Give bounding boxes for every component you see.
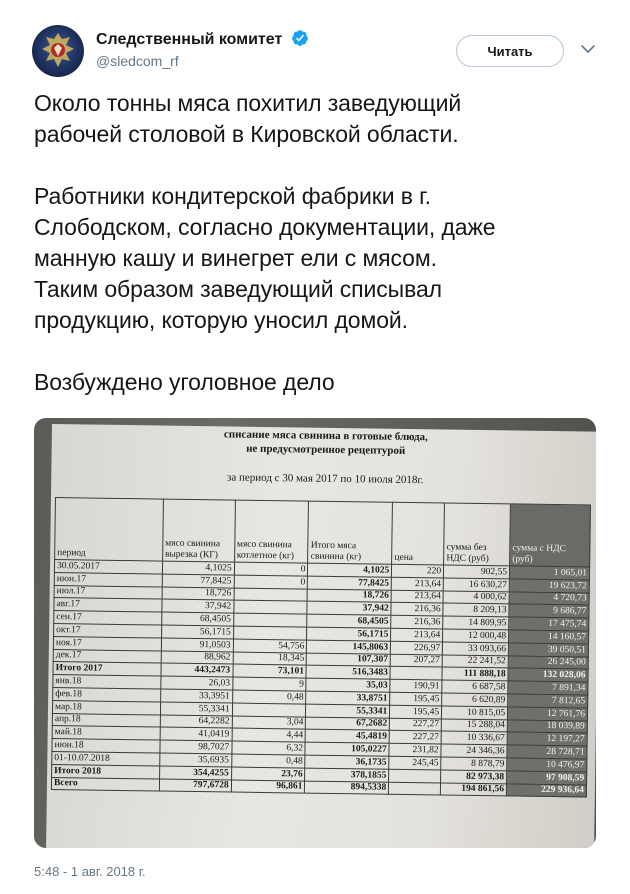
- table-cell-period: янв.18: [53, 675, 161, 689]
- table-cell-period: 01-10.07.2018: [52, 751, 160, 765]
- table-cell-kotletnoe: [234, 588, 308, 602]
- table-cell-bez-nds: 12 000,48: [443, 629, 509, 643]
- table-cell-period: июн.18: [52, 739, 160, 753]
- table-cell-kotletnoe: 0,48: [231, 754, 305, 768]
- table-cell-period: мар.18: [52, 700, 160, 714]
- table-cell-itogo: 37,942: [307, 601, 391, 615]
- table-cell-vyrezka: 77,8425: [162, 574, 234, 588]
- table-cell-cena: 227,27: [390, 718, 442, 732]
- table-cell-period: сен.17: [54, 611, 162, 625]
- table-cell-kotletnoe: [234, 600, 308, 614]
- table-cell-itogo: 67,2682: [306, 717, 390, 731]
- table-cell-itogo: 894,5338: [305, 781, 389, 795]
- table-cell-vyrezka: 33,3951: [160, 689, 232, 703]
- table-cell-kotletnoe: 96,861: [231, 780, 305, 794]
- table-cell-vyrezka: 68,4505: [161, 612, 233, 626]
- table-cell-itogo: 145,8063: [307, 640, 391, 654]
- table-cell-s-nds: 39 050,51: [508, 643, 588, 657]
- tweet-line: Слободском, согласно документации, даже: [34, 214, 496, 240]
- tweet-line: продукцию, которую уносил домой.: [34, 307, 408, 333]
- tweet-text: [34, 88, 604, 398]
- table-cell-bez-nds: 6 620,89: [442, 693, 508, 707]
- table-cell-vyrezka: 26,03: [161, 676, 233, 690]
- write-off-table: [51, 497, 591, 798]
- table-cell-vyrezka: 354,4255: [159, 766, 231, 780]
- table-cell-bez-nds: 14 809,95: [443, 616, 509, 630]
- table-cell-bez-nds: 194 861,56: [441, 783, 507, 797]
- table-header: мясо свинина вырезка (КГ): [162, 499, 235, 562]
- table-cell-cena: 216,36: [391, 615, 443, 629]
- table-cell-kotletnoe: 23,76: [231, 767, 305, 781]
- table-cell-s-nds: 19 623,72: [509, 579, 589, 593]
- table-cell-vyrezka: 56,1715: [161, 625, 233, 639]
- table-cell-bez-nds: 33 093,66: [443, 642, 509, 656]
- table-cell-itogo: 68,4505: [307, 614, 391, 628]
- table-cell-cena: 213,64: [391, 628, 443, 642]
- table-cell-cena: 190,91: [390, 679, 442, 693]
- tweet-line: Работники кондитерской фабрики в г.: [34, 183, 431, 209]
- table-cell-period: апр.18: [52, 713, 160, 727]
- table-cell-cena: 220: [392, 564, 444, 578]
- table-cell-itogo: 45,4819: [306, 729, 390, 743]
- table-cell-vyrezka: 64,2282: [160, 715, 232, 729]
- table-cell-s-nds: 14 160,57: [509, 630, 589, 644]
- table-header: сумма без НДС (руб): [444, 503, 511, 566]
- table-cell-bez-nds: 902,55: [444, 565, 510, 579]
- table-cell-kotletnoe: 9: [232, 677, 306, 691]
- table-cell-period: авг.17: [54, 598, 162, 612]
- table-cell-itogo: 77,8425: [308, 576, 392, 590]
- table-cell-period: июн.17: [54, 572, 162, 586]
- table-cell-itogo: 33,8751: [306, 691, 390, 705]
- table-cell-itogo: 107,307: [307, 653, 391, 667]
- table-header-row: [55, 498, 591, 567]
- table-cell-itogo: 516,3483: [306, 665, 390, 679]
- account-handle[interactable]: @sledcom_rf: [96, 53, 179, 69]
- tweet-line: Возбуждено уголовное дело: [34, 369, 335, 395]
- table-cell-vyrezka: 18,726: [162, 587, 234, 601]
- table-cell-itogo: 18,726: [308, 589, 392, 603]
- table-cell-s-nds: 28 728,71: [507, 745, 587, 759]
- table-cell-kotletnoe: 18,345: [233, 652, 307, 666]
- document-subtitle: не предусмотренное рецептурой: [246, 442, 406, 457]
- table-cell-bez-nds: 82 973,38: [441, 770, 507, 784]
- table-cell-kotletnoe: 73,101: [233, 664, 307, 678]
- document-period: за период с 30 мая 2017 по 10 июля 2018г.: [226, 471, 424, 487]
- tweet-line: рабочей столовой в Кировской области.: [34, 121, 459, 147]
- table-cell-bez-nds: 24 346,36: [441, 744, 507, 758]
- table-cell-s-nds: 17 475,74: [509, 617, 589, 631]
- table-cell-s-nds: 7 891,34: [508, 681, 588, 695]
- tweet-photo[interactable]: [34, 418, 596, 848]
- table-cell-itogo: 4,1025: [308, 563, 392, 577]
- table-header: период: [55, 498, 164, 561]
- table-cell-vyrezka: 55,3341: [160, 702, 232, 716]
- table-cell-kotletnoe: [233, 613, 307, 627]
- table-cell-s-nds: 12 761,76: [508, 707, 588, 721]
- table-cell-s-nds: 18 039,89: [507, 719, 587, 733]
- table-cell-s-nds: 132 028,06: [508, 668, 588, 682]
- table-cell-vyrezka: 41,0419: [160, 727, 232, 741]
- table-cell-itogo: 56,1715: [307, 627, 391, 641]
- table-cell-cena: 245,45: [389, 756, 441, 770]
- document-title: списание мяса свинина в готовые блюда,: [223, 428, 428, 444]
- tweet-line: Около тонны мяса похитил заведующий: [34, 90, 462, 116]
- table-cell-kotletnoe: [232, 703, 306, 717]
- table-cell-itogo: 35,03: [306, 678, 390, 692]
- table-cell-s-nds: 12 197,27: [507, 732, 587, 746]
- verified-badge-icon: [291, 29, 309, 47]
- emblem-icon: [32, 25, 84, 77]
- table-cell-kotletnoe: 6,32: [232, 741, 306, 755]
- table-cell-cena: 195,45: [390, 705, 442, 719]
- table-cell-cena: 226,97: [391, 641, 443, 655]
- table-header: цена: [392, 502, 445, 565]
- table-cell-cena: 216,36: [391, 603, 443, 617]
- table-cell-vyrezka: 98,7027: [160, 740, 232, 754]
- account-name[interactable]: [96, 29, 309, 49]
- table-cell-itogo: 55,3341: [306, 704, 390, 718]
- table-cell-period: дек.17: [53, 649, 161, 663]
- table-cell-bez-nds: 6 687,58: [442, 680, 508, 694]
- table-cell-period: фев.18: [53, 688, 161, 702]
- table-header: сумма с НДС (руб): [510, 504, 591, 567]
- table-cell-kotletnoe: 4,44: [232, 728, 306, 742]
- table-cell-s-nds: 1 065,01: [509, 566, 589, 580]
- table-cell-cena: 213,64: [391, 577, 443, 591]
- table-cell-cena: 195,45: [390, 692, 442, 706]
- tweet-timestamp[interactable]: 5:48 - 1 авг. 2018 г.: [34, 864, 146, 879]
- table-cell-itogo: 378,1855: [305, 768, 389, 782]
- avatar[interactable]: [32, 25, 84, 77]
- document-sheet: [46, 424, 596, 848]
- table-cell-period: окт.17: [54, 624, 162, 638]
- table-cell-s-nds: 4 720,73: [509, 591, 589, 605]
- table-cell-period: 30.05.2017: [54, 560, 162, 574]
- table-cell-kotletnoe: 0: [234, 562, 308, 576]
- table-cell-period: июл.17: [54, 585, 162, 599]
- table-cell-bez-nds: 10 336,67: [441, 731, 507, 745]
- table-cell-bez-nds: 111 888,18: [442, 667, 508, 681]
- account-name-text: Следственный комитет: [96, 31, 283, 48]
- table-cell-cena: 213,64: [391, 590, 443, 604]
- table-cell-bez-nds: 8 209,13: [443, 603, 509, 617]
- table-cell-vyrezka: 443,2473: [161, 663, 233, 677]
- table-cell-vyrezka: 35,6935: [160, 753, 232, 767]
- table-header: Итого мяса свинина (кг): [308, 501, 393, 564]
- table-cell-vyrezka: 88,962: [161, 651, 233, 665]
- table-cell-bez-nds: 15 288,04: [441, 719, 507, 733]
- table-cell-cena: 207,27: [390, 654, 442, 668]
- table-cell-cena: [390, 667, 442, 681]
- table-cell-itogo: 36,1735: [305, 755, 389, 769]
- table-cell-cena: [389, 782, 441, 796]
- table-cell-period: ноя.17: [53, 636, 161, 650]
- table-cell-s-nds: 229 936,64: [506, 783, 586, 797]
- table-cell-period: Итого 2017: [53, 662, 161, 676]
- table-cell-bez-nds: 16 630,27: [443, 578, 509, 592]
- table-cell-period: Итого 2018: [52, 764, 160, 778]
- table-cell-vyrezka: 37,942: [162, 599, 234, 613]
- table-cell-cena: [389, 769, 441, 783]
- table-cell-s-nds: 7 812,65: [508, 694, 588, 708]
- table-cell-cena: 227,27: [389, 731, 441, 745]
- table-cell-bez-nds: 22 241,52: [442, 655, 508, 669]
- tweet-header: [32, 25, 608, 79]
- table-cell-period: май.18: [52, 726, 160, 740]
- table-cell-kotletnoe: 3,04: [232, 716, 306, 730]
- table-cell-itogo: 105,0227: [305, 742, 389, 756]
- table-cell-vyrezka: 4,1025: [162, 561, 234, 575]
- table-cell-vyrezka: 797,6728: [159, 779, 231, 793]
- table-cell-kotletnoe: [233, 626, 307, 640]
- table-header: мясо свинина котлетное (кг): [234, 500, 309, 563]
- table-cell-period: Всего: [51, 777, 159, 791]
- table-cell-kotletnoe: 0,48: [232, 690, 306, 704]
- table-cell-s-nds: 10 476,97: [507, 758, 587, 772]
- follow-button[interactable]: Читать: [456, 35, 564, 67]
- table-cell-vyrezka: 91,0503: [161, 638, 233, 652]
- table-cell-bez-nds: 10 815,05: [442, 706, 508, 720]
- table-cell-s-nds: 26 245,00: [508, 655, 588, 669]
- tweet-line: Таким образом заведующий списывал: [34, 276, 442, 302]
- table-cell-kotletnoe: 0: [234, 575, 308, 589]
- table-cell-kotletnoe: 54,756: [233, 639, 307, 653]
- table-cell-cena: 231,82: [389, 743, 441, 757]
- table-cell-bez-nds: 8 878,79: [441, 757, 507, 771]
- table-cell-s-nds: 97 908,59: [507, 771, 587, 785]
- table-cell-s-nds: 9 686,77: [509, 604, 589, 618]
- chevron-down-icon[interactable]: [578, 39, 598, 59]
- tweet-line: манную кашу и винегрет ели с мясом.: [34, 245, 437, 271]
- table-cell-bez-nds: 4 000,62: [443, 591, 509, 605]
